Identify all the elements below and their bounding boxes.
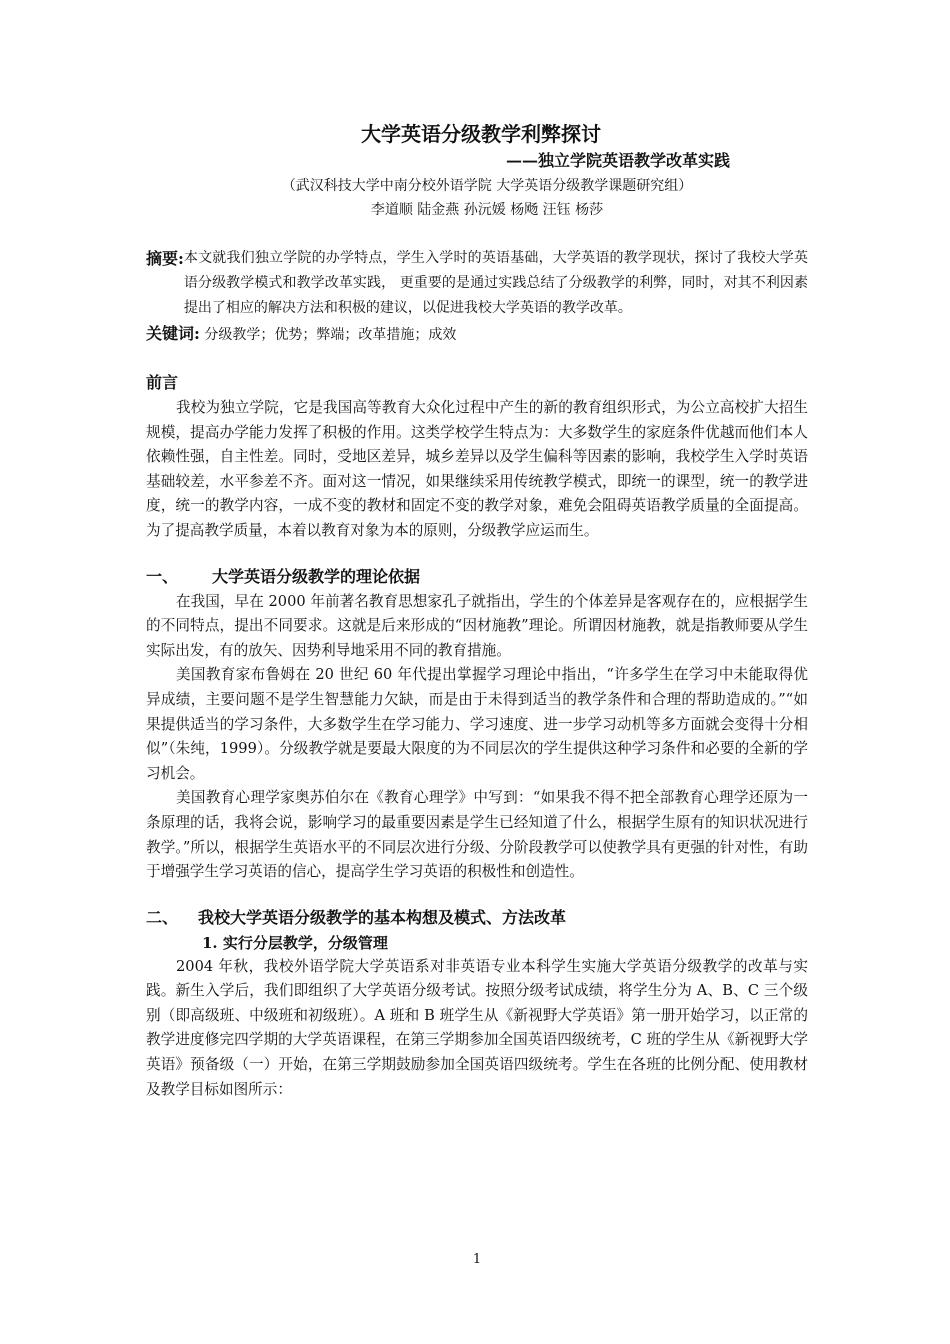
section1-heading [146,564,808,590]
keywords-block [146,321,808,348]
paper-body [146,120,808,1102]
section1-paragraph: 在我国，早在 2000 年前著名教育思想家孔子就指出，学生的个体差异是客观存在的，应根据学生的不同特点，提出不同要求。这就是后来形成的“因材施教”理论。所谓因材施教，就是指教师要从学生实际出发，有的放矢、因势利导地采用不同的教育措施。 [146,592,808,659]
preface-heading: 前言 [146,373,179,392]
section2-paragraph: 2004 年秋，我校外语学院大学英语系对非英语专业本科学生实施大学英语分级教学的改革与实践。新生入学后，我们即组织了大学英语分级考试。按照分级考试成绩，将学生分为 A、B、C 三个级别（即高级班、中级班和初级班）。A 班和 B 班学生从《新视野大学英语》第一册开始学习，以正常的教学进度修完四学期的大学英语课程，在第三学期参加全国英语四级统考，C 班的学生从《新视野大学英语》预备级（一）开始，在第三学期鼓励参加全国英语四级统考。学生在各班的比例分配、使用教材及教学目标如图所示： [146,957,808,1098]
paper-title: 大学英语分级教学利弊探讨 [361,122,601,146]
keywords-label: 关键词: [146,324,200,343]
section2-number: 二、 [146,907,179,927]
section2-heading [146,905,808,931]
affiliation: （武汉科技大学中南分校外语学院 大学英语分级教学课题研究组） [281,178,693,194]
page-number: 1 [472,1252,482,1267]
paper-subtitle: ——独立学院英语教学改革实践 [506,151,731,170]
section1-paragraph: 美国教育心理学家奥苏伯尔在《教育心理学》中写到：“如果我不得不把全部教育心理学还原为一条原理的话，我将会说，影响学习的最重要因素是学生已经知道了什么，根据学生原有的知识状况进行教学。”所以，根据学生英语水平的不同层次进行分级、分阶段教学可以使教学具有更强的针对性，有助于增强学生学习英语的信心，提高学生学习英语的积极性和创造性。 [146,789,808,881]
section1-paragraph: 美国教育家布鲁姆在 20 世纪 60 年代提出掌握学习理论中指出，“许多学生在学习中未能取得优异成绩，主要问题不是学生智慧能力欠缺，而是由于未得到适当的教学条件和合理的帮助造成的。”“如果提供适当的学习条件，大多数学生在学习能力、学习速度、进一步学习动机等多方面就会变得十分相似”（朱纯，1999）。分级教学就是要最大限度的为不同层次的学生提供这种学习条件和必要的全新的学习机会。 [146,666,808,782]
section2-subheading: 1. 实行分层教学，分级管理 [202,933,388,952]
abstract-label: 摘要: [146,249,184,268]
preface-paragraph: 我校为独立学院，它是我国高等教育大众化过程中产生的新的教育组织形式，为公立高校扩大招生规模，提高办学能力发挥了积极的作用。这类学校学生特点为：大多数学生的家庭条件优越而他们本人依赖性强，自主性差。同时，受地区差异，城乡差异以及学生偏科等因素的影响，我校学生入学时英语基础较差，水平参差不齐。面对这一情况，如果继续采用传统教学模式，即统一的课型，统一的教学进度，统一的教学内容，一成不变的教材和固定不变的教学对象，难免会阻碍英语教学质量的全面提高。为了提高教学质量，本着以教育对象为本的原则，分级教学应运而生。 [146,399,808,539]
keywords-text: 分级教学；优势；弊端；改革措施；成效 [204,327,457,343]
abstract-text: 本文就我们独立学院的办学特点，学生入学时的英语基础，大学英语的教学现状，探讨了我校大学英语分级教学模式和教学改革实践， 更重要的是通过实践总结了分级教学的利弊，同时，对其不利因素提出了相应的解决方法和积极的建议，以促进我校大学英语的教学改革。 [183,250,808,316]
section1-title: 大学英语分级教学的理论依据 [212,566,421,586]
section2-title: 我校大学英语分级教学的基本构想及模式、方法改革 [198,907,567,927]
section1-number: 一、 [146,566,179,586]
abstract-block [146,246,808,321]
author-list: 李道顺 陆金燕 孙沅媛 杨飏 汪钰 杨莎 [370,202,604,218]
